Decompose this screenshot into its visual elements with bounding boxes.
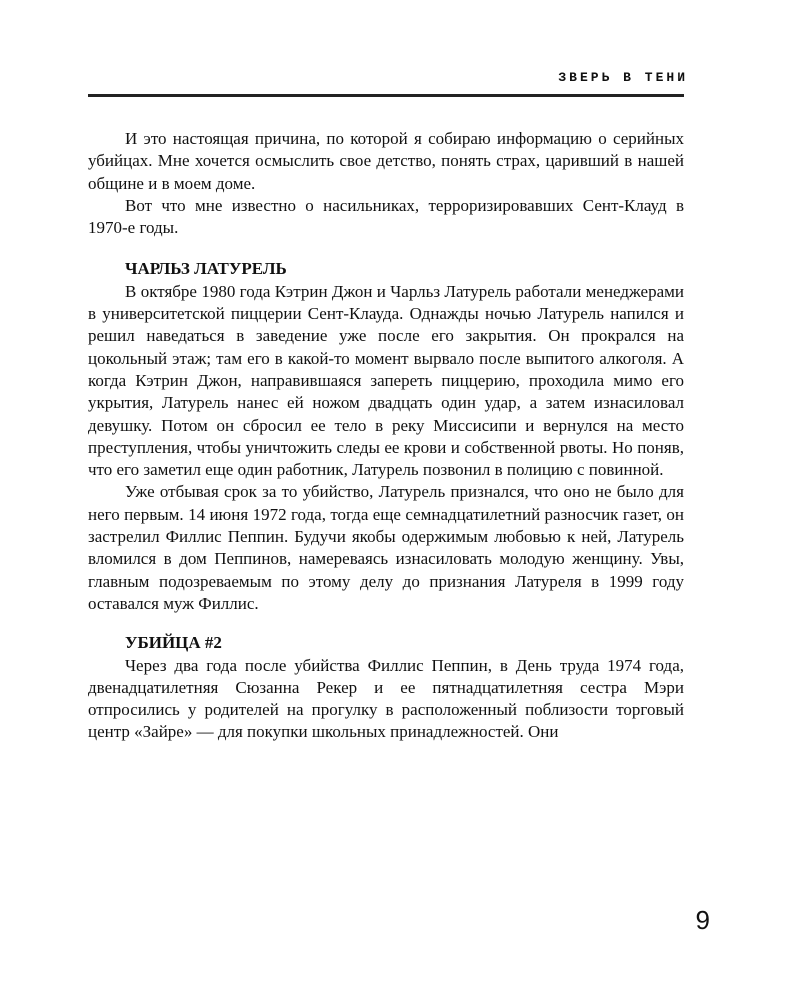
header-rule (88, 94, 684, 97)
paragraph-reker-sisters: Через два года после убийства Филлис Пеппин, в День труда 1974 года, двенадцатилетняя Сюзанна Рекер и ее пятнадцатилетняя сестра Мэри отпросились у родителей на прогулку в расположенный поблизости торговый центр «Зайре» — для покупки школьных принадлежностей. Они (88, 655, 684, 742)
running-title: ЗВЕРЬ В ТЕНИ (558, 70, 688, 85)
paragraph-laturel-1972: Уже отбывая срок за то убийство, Латурель признался, что оно не было для него первым. 14 июня 1972 года, тогда еще семнадцатилетний разносчик газет, он застрелил Филлис Пеппин. Будучи якобы одержимым любовью к ней, Латурель вломился в дом Пеппинов, намереваясь изнасиловать молодую женщину. Увы, главным подозреваемым по этому делу до признания Латуреля в 1999 году оставался муж Филлис. (88, 482, 684, 613)
page-body (88, 128, 684, 744)
page-number: 9 (695, 905, 710, 935)
paragraph-rapists: Вот что мне известно о насильниках, терроризировавших Сент-Клауд в 1970-е годы. (88, 195, 684, 238)
paragraph-laturel-1980: В октябре 1980 года Кэтрин Джон и Чарльз Латурель работали менеджерами в университетской пиццерии Сент-Клауда. Однажды ночью Латурель напился и решил наведаться в заведение уже после его закрытия. Он прокрался на цокольный этаж; там его в какой-то момент вырвало после выпитого алкоголя. А когда Кэтрин Джон, направившаяся запереть пиццерию, проходила мимо его укрытия, Латурель нанес ей ножом двадцать один удар, а затем изнасиловал девушку. Потом он сбросил ее тело в реку Миссисипи и вернулся на место преступления, чтобы уничтожить следы ее крови и собственной рвоты. Но поняв, что его заметил еще один работник, Латурель позвонил в полицию с повинной. (88, 281, 684, 480)
section-heading-laturel: ЧАРЛЬЗ ЛАТУРЕЛЬ (125, 259, 287, 279)
paragraph-intro: И это настоящая причина, по которой я собираю информацию о серийных убийцах. Мне хочется осмыслить свое детство, понять страх, царивший в нашей общине и в моем доме. (88, 129, 684, 193)
section-heading-killer-2: УБИЙЦА #2 (125, 633, 222, 653)
